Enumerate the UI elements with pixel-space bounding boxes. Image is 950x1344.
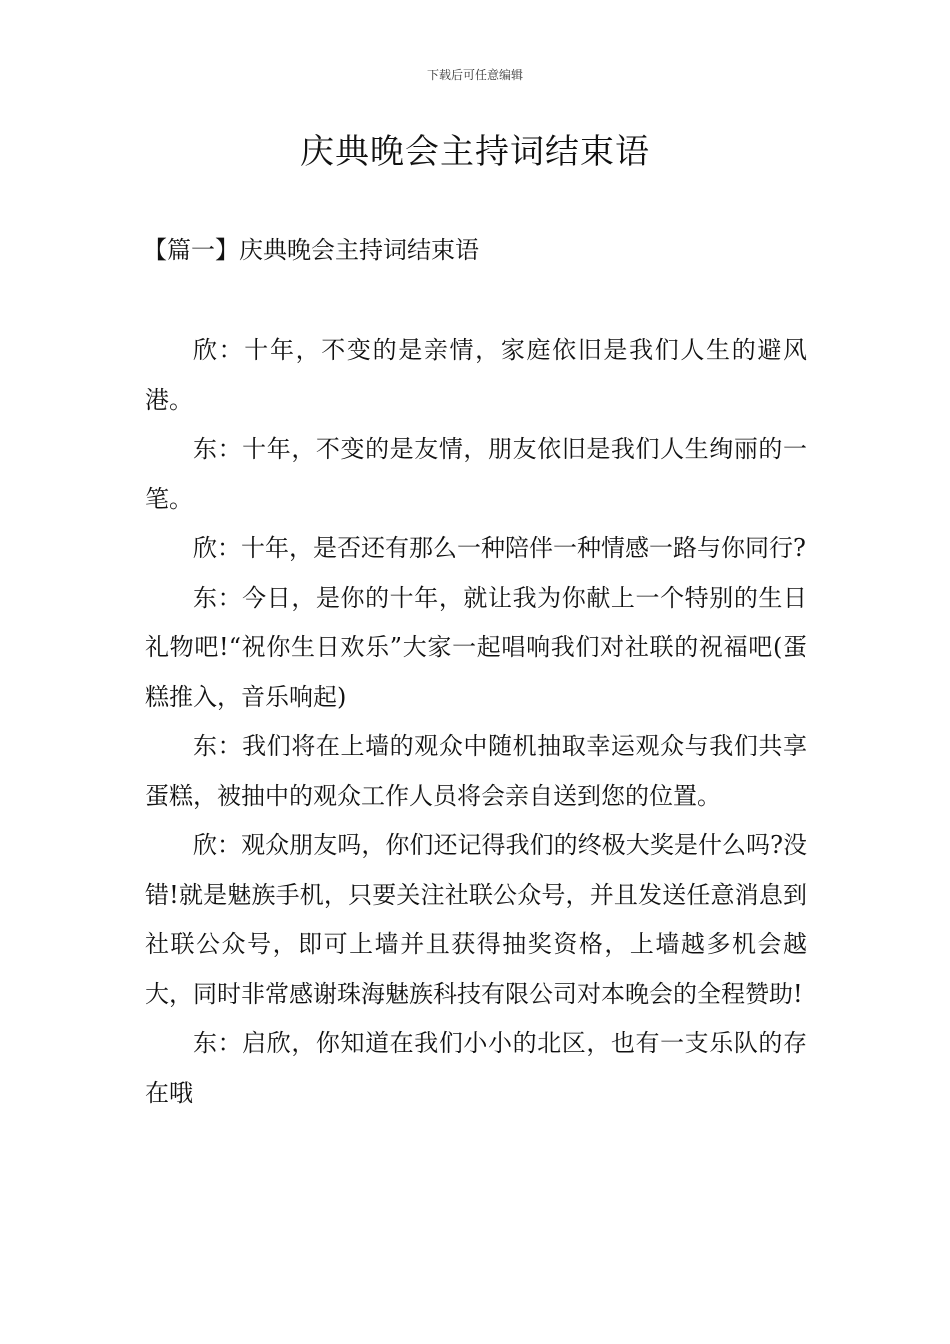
paragraph: 东：十年，不变的是友情，朋友依旧是我们人生绚丽的一笔。 bbox=[145, 435, 807, 513]
paragraph: 欣：十年，不变的是亲情，家庭依旧是我们人生的避风港。 bbox=[145, 336, 807, 414]
paragraph: 欣：观众朋友吗，你们还记得我们的终极大奖是什么吗?没错!就是魅族手机，只要关注社联公众号，并且发送任意消息到社联公众号，即可上墙并且获得抽奖资格，上墙越多机会越大，同时非常感谢珠海魅族科技有限公司对本晚会的全程赞助! bbox=[145, 831, 807, 1008]
page-title: 庆典晚会主持词结束语 bbox=[300, 132, 650, 172]
paragraph: 东：启欣，你知道在我们小小的北区，也有一支乐队的存在哦 bbox=[145, 1029, 807, 1107]
header-note: 下载后可任意编辑 bbox=[426, 68, 523, 82]
document-body bbox=[145, 326, 807, 1118]
paragraph: 东：我们将在上墙的观众中随机抽取幸运观众与我们共享蛋糕，被抽中的观众工作人员将会亲自送到您的位置。 bbox=[145, 732, 807, 810]
paragraph: 东：今日，是你的十年，就让我为你献上一个特别的生日礼物吧!“祝你生日欢乐”大家一起唱响我们对社联的祝福吧(蛋糕推入，音乐响起) bbox=[145, 583, 807, 711]
paragraph: 欣：十年，是否还有那么一种陪伴一种情感一路与你同行? bbox=[193, 534, 806, 562]
section-heading: 【篇一】庆典晚会主持词结束语 bbox=[143, 236, 479, 264]
